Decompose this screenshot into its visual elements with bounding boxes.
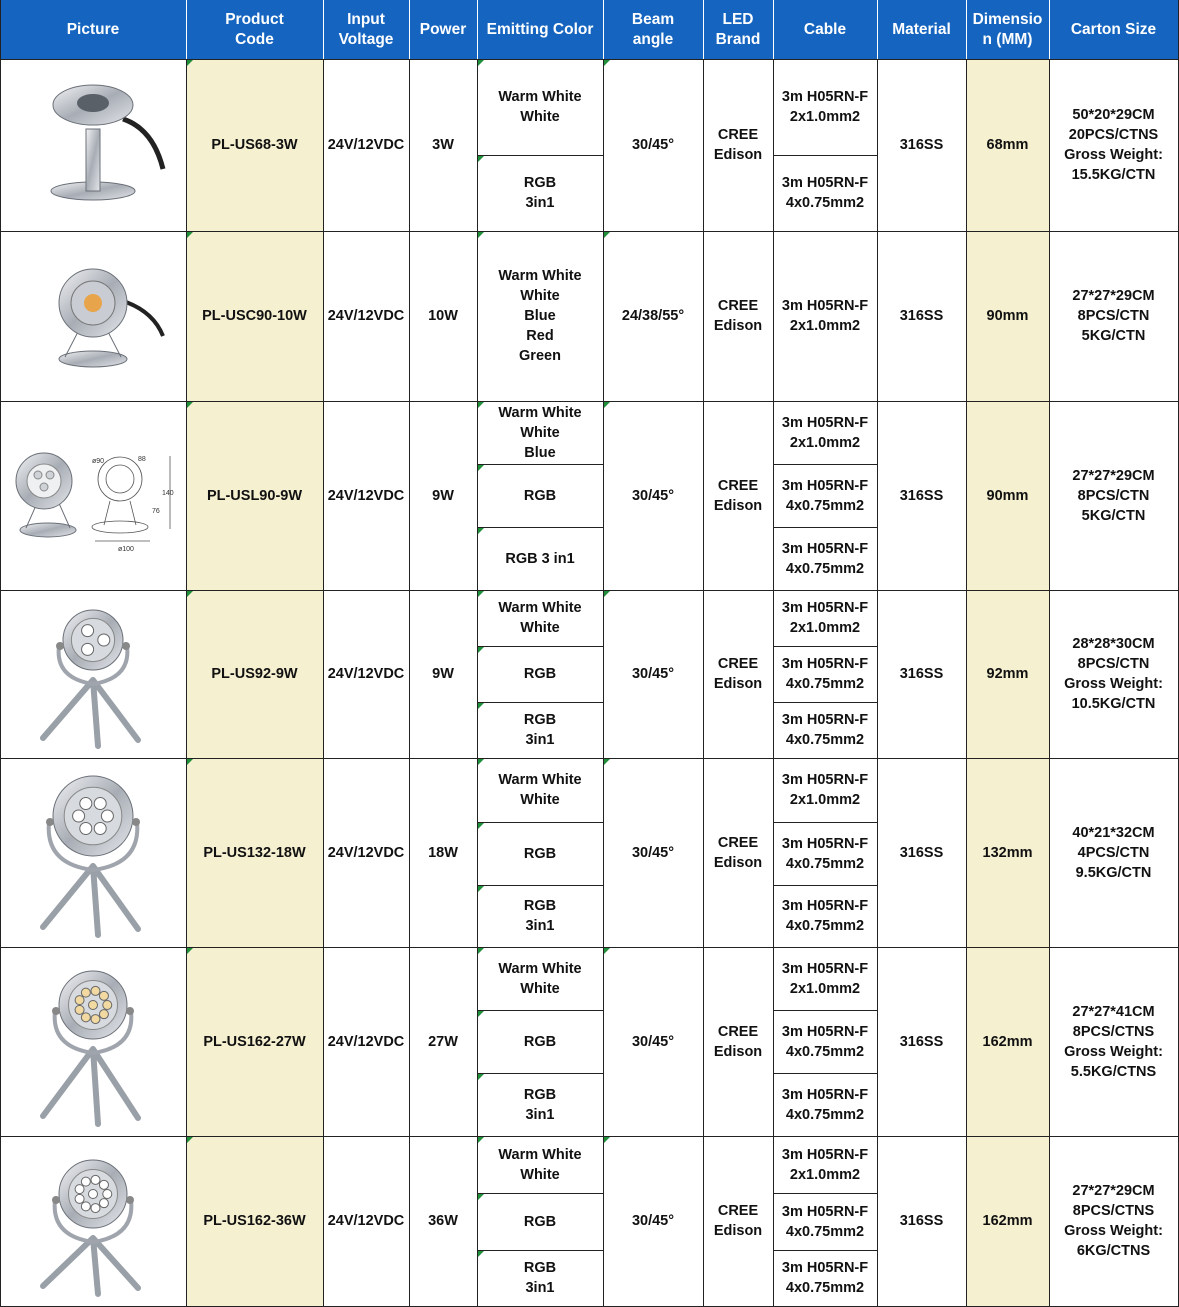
- beam-angle: 24/38/55°: [621, 308, 685, 324]
- cable: 3m H05RN-F 4x0.75mm2: [781, 1260, 869, 1296]
- led-brand: CREE Edison: [713, 127, 763, 163]
- cable: 3m H05RN-F 2x1.0mm2: [781, 414, 869, 451]
- cell-marker-icon: [478, 823, 484, 829]
- cable: 3m H05RN-F 2x1.0mm2: [781, 1146, 869, 1183]
- cell-marker-icon: [478, 1194, 484, 1200]
- emitting-color: RGB 3 in1: [505, 550, 575, 567]
- cell-marker-icon: [187, 60, 193, 66]
- input-voltage: 24V/12VDC: [327, 666, 405, 682]
- cell-marker-icon: [604, 60, 610, 66]
- drawing-label-d1: ø90: [92, 458, 105, 465]
- emitting-color: Warm White White Blue Red Green: [498, 268, 582, 364]
- emitting-color: Warm White White Blue: [498, 404, 582, 461]
- cable: 3m H05RN-F 4x0.75mm2: [781, 898, 869, 934]
- led-brand: CREE Edison: [713, 1203, 763, 1239]
- cell-marker-icon: [478, 465, 484, 471]
- cell-marker-icon: [478, 156, 484, 162]
- cell-marker-icon: [478, 60, 484, 66]
- cable: 3m H05RN-F 2x1.0mm2: [781, 89, 869, 125]
- dimension: 90mm: [986, 487, 1029, 504]
- lamp-us92-icon: [0, 590, 186, 758]
- power: 9W: [432, 487, 454, 504]
- power: 3W: [432, 137, 454, 153]
- cell-marker-icon: [478, 886, 484, 892]
- lamp-usl90-icon: [0, 401, 186, 590]
- material: 316SS: [899, 487, 944, 504]
- lamp-us68-icon: [0, 59, 186, 231]
- cell-marker-icon: [478, 647, 484, 653]
- emitting-color: Warm White White: [498, 1146, 582, 1183]
- led-brand: CREE Edison: [713, 656, 763, 692]
- led-brand: CREE Edison: [713, 298, 763, 334]
- cell-marker-icon: [187, 591, 193, 597]
- cell-marker-icon: [187, 402, 193, 408]
- material: 316SS: [899, 1213, 944, 1229]
- header-5: Beam angle: [631, 10, 675, 48]
- carton-size: 40*21*32CM 4PCS/CTN 9.5KG/CTN: [1072, 824, 1155, 881]
- lamp-us162-36w-icon: [0, 1136, 186, 1306]
- beam-angle: 30/45°: [631, 1213, 675, 1229]
- led-brand: CREE Edison: [713, 477, 763, 514]
- cell-marker-icon: [478, 232, 484, 238]
- cell-marker-icon: [604, 948, 610, 954]
- cable: 3m H05RN-F 4x0.75mm2: [781, 656, 869, 692]
- cable: 3m H05RN-F 2x1.0mm2: [781, 600, 869, 636]
- led-brand: CREE Edison: [713, 834, 763, 871]
- cell-marker-icon: [478, 948, 484, 954]
- cell-marker-icon: [604, 402, 610, 408]
- cell-marker-icon: [478, 703, 484, 709]
- power: 18W: [428, 844, 458, 861]
- cable: 3m H05RN-F 4x0.75mm2: [781, 1023, 869, 1060]
- emitting-color: RGB 3in1: [523, 898, 557, 934]
- input-voltage: 24V/12VDC: [327, 308, 405, 324]
- emitting-color: Warm White White: [498, 89, 582, 125]
- carton-size: 27*27*41CM 8PCS/CTNS Gross Weight: 5.5KG/CTNS: [1064, 1003, 1163, 1080]
- beam-angle: 30/45°: [631, 844, 675, 861]
- emitting-color: RGB 3in1: [523, 1086, 557, 1123]
- beam-angle: 30/45°: [631, 137, 675, 153]
- power: 10W: [428, 308, 458, 324]
- cable: 3m H05RN-F 2x1.0mm2: [781, 960, 869, 997]
- cell-marker-icon: [478, 402, 484, 408]
- drawing-label-base: ø100: [118, 546, 134, 553]
- lamp-us162-27w-icon: [0, 947, 186, 1136]
- drawing-label-h1: 140: [162, 490, 174, 497]
- power: 36W: [428, 1213, 458, 1229]
- product-code: PL-USC90-10W: [202, 308, 307, 324]
- dimension: 92mm: [986, 666, 1029, 682]
- material: 316SS: [899, 1033, 944, 1050]
- cell-marker-icon: [604, 232, 610, 238]
- input-voltage: 24V/12VDC: [327, 844, 405, 861]
- dimension: 162mm: [982, 1213, 1033, 1229]
- cell-marker-icon: [478, 591, 484, 597]
- carton-size: 27*27*29CM 8PCS/CTN 5KG/CTN: [1072, 467, 1155, 524]
- product-code: PL-US68-3W: [211, 137, 298, 153]
- emitting-color: RGB 3in1: [523, 175, 557, 211]
- header-9: Dimensio n (MM): [972, 10, 1043, 48]
- header-2: Input Voltage: [338, 10, 394, 48]
- drawing-label-d2: 88: [138, 456, 146, 463]
- beam-angle: 30/45°: [631, 487, 675, 504]
- material: 316SS: [899, 666, 944, 682]
- input-voltage: 24V/12VDC: [327, 1033, 405, 1050]
- cable: 3m H05RN-F 4x0.75mm2: [781, 1086, 869, 1123]
- emitting-color: RGB: [523, 666, 557, 682]
- cable: 3m H05RN-F 4x0.75mm2: [781, 835, 869, 872]
- header-6: LED Brand: [715, 10, 761, 48]
- material: 316SS: [899, 308, 944, 324]
- cable: 3m H05RN-F 4x0.75mm2: [781, 175, 869, 211]
- input-voltage: 24V/12VDC: [327, 487, 405, 504]
- material: 316SS: [899, 137, 944, 153]
- carton-size: 50*20*29CM 20PCS/CTNS Gross Weight: 15.5KG/CTN: [1064, 107, 1163, 183]
- beam-angle: 30/45°: [631, 1033, 675, 1050]
- cell-marker-icon: [187, 232, 193, 238]
- emitting-color: RGB: [523, 1033, 557, 1050]
- power: 9W: [432, 666, 454, 682]
- emitting-color: RGB: [523, 1213, 557, 1230]
- carton-size: 28*28*30CM 8PCS/CTN Gross Weight: 10.5KG/CTN: [1064, 636, 1163, 712]
- led-brand: CREE Edison: [713, 1023, 763, 1060]
- material: 316SS: [899, 844, 944, 861]
- emitting-color: RGB: [523, 487, 557, 504]
- cell-marker-icon: [478, 528, 484, 534]
- cable: 3m H05RN-F 4x0.75mm2: [781, 477, 869, 514]
- lamp-usc90-icon: [0, 231, 186, 401]
- product-code: PL-USL90-9W: [206, 487, 303, 504]
- header-1: Product Code: [225, 10, 284, 48]
- product-code: PL-US162-36W: [203, 1213, 306, 1229]
- input-voltage: 24V/12VDC: [327, 137, 405, 153]
- dimension: 68mm: [986, 137, 1029, 153]
- cell-marker-icon: [604, 591, 610, 597]
- cell-marker-icon: [604, 759, 610, 765]
- input-voltage: 24V/12VDC: [327, 1213, 405, 1229]
- cable: 3m H05RN-F 2x1.0mm2: [781, 772, 869, 808]
- cell-marker-icon: [478, 1137, 484, 1143]
- cell-marker-icon: [187, 1137, 193, 1143]
- beam-angle: 30/45°: [631, 666, 675, 682]
- carton-size: 27*27*29CM 8PCS/CTNS Gross Weight: 6KG/CTNS: [1064, 1183, 1163, 1259]
- cell-marker-icon: [478, 1251, 484, 1257]
- header-10: Carton Size: [1070, 20, 1157, 38]
- header-4: Emitting Color: [486, 20, 594, 38]
- cell-marker-icon: [478, 759, 484, 765]
- drawing-label-h2: 76: [152, 508, 160, 515]
- cable: 3m H05RN-F 4x0.75mm2: [781, 712, 869, 748]
- cell-marker-icon: [187, 948, 193, 954]
- cell-marker-icon: [478, 1074, 484, 1080]
- cable: 3m H05RN-F 4x0.75mm2: [781, 1203, 869, 1240]
- cell-marker-icon: [478, 1011, 484, 1017]
- product-code: PL-US162-27W: [203, 1033, 306, 1050]
- carton-size: 27*27*29CM 8PCS/CTN 5KG/CTN: [1072, 288, 1155, 344]
- product-code: PL-US92-9W: [211, 666, 298, 682]
- dimension: 90mm: [986, 308, 1029, 324]
- power: 27W: [428, 1033, 458, 1050]
- cell-marker-icon: [187, 759, 193, 765]
- header-8: Material: [892, 20, 951, 38]
- dimension: 132mm: [982, 844, 1033, 861]
- header-0: Picture: [66, 20, 120, 38]
- cable: 3m H05RN-F 4x0.75mm2: [781, 540, 869, 577]
- emitting-color: Warm White White: [498, 600, 582, 636]
- emitting-color: RGB: [523, 845, 557, 862]
- product-code: PL-US132-18W: [203, 844, 306, 861]
- emitting-color: RGB 3in1: [523, 712, 557, 748]
- emitting-color: Warm White White: [498, 772, 582, 808]
- lamp-us132-icon: [0, 758, 186, 947]
- cable: 3m H05RN-F 2x1.0mm2: [781, 298, 869, 334]
- header-3: Power: [419, 20, 467, 38]
- cell-marker-icon: [604, 1137, 610, 1143]
- dimension: 162mm: [982, 1033, 1033, 1050]
- emitting-color: Warm White White: [498, 960, 582, 997]
- header-7: Cable: [803, 20, 847, 38]
- emitting-color: RGB 3in1: [523, 1260, 557, 1296]
